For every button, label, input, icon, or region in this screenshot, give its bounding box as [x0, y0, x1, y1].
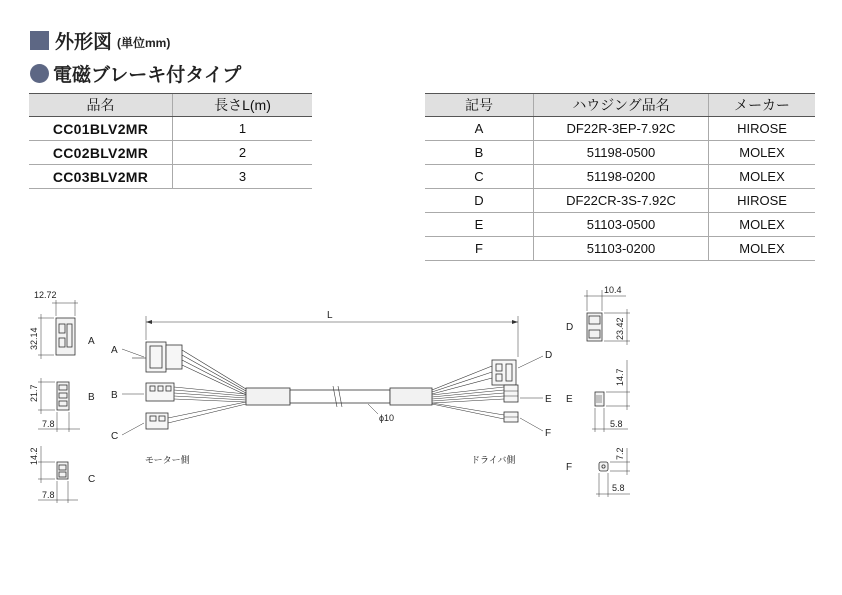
- column-header: メーカー: [709, 94, 816, 117]
- product-name-cell: CC01BLV2MR: [29, 117, 173, 141]
- housing-cell: 51198-0200: [534, 165, 709, 189]
- label-c: C: [111, 431, 119, 442]
- diameter-label: ϕ10: [379, 413, 395, 423]
- symbol-cell: F: [425, 237, 534, 261]
- cable-assembly: [122, 316, 543, 435]
- product-name-cell: CC02BLV2MR: [29, 141, 173, 165]
- dim-e-width: 5.8: [610, 419, 623, 429]
- table-row: [29, 117, 312, 141]
- column-header: ハウジング品名: [534, 94, 709, 117]
- length-cell: 2: [173, 141, 313, 165]
- maker-cell: MOLEX: [709, 213, 816, 237]
- housing-cell: DF22R-3EP-7.92C: [534, 117, 709, 141]
- circle-bullet-icon: [30, 64, 49, 83]
- dim-b-height: 21.7: [29, 384, 39, 402]
- dim-e-height: 14.7: [615, 368, 625, 386]
- table-row: [425, 237, 815, 261]
- dim-d-height: 23.42: [615, 317, 625, 340]
- table-row: [425, 189, 815, 213]
- section-title: 外形図: [55, 31, 113, 53]
- label-e-small: E: [566, 394, 573, 405]
- housing-cell: 51103-0500: [534, 213, 709, 237]
- label-f: F: [545, 428, 552, 439]
- cable-outline-drawing: [0, 270, 842, 520]
- label-d-small: D: [566, 322, 574, 333]
- label-c-small: C: [88, 474, 96, 485]
- dim-b-width: 7.8: [42, 419, 55, 429]
- unit-label: (単位mm): [117, 35, 171, 50]
- label-b: B: [111, 390, 118, 401]
- housing-cell: 51198-0500: [534, 141, 709, 165]
- table-row: [425, 117, 815, 141]
- column-header: 記号: [425, 94, 534, 117]
- symbol-cell: B: [425, 141, 534, 165]
- maker-cell: MOLEX: [709, 141, 816, 165]
- dim-c-height: 14.2: [29, 447, 39, 465]
- square-bullet-icon: [30, 31, 49, 50]
- length-cell: 3: [173, 165, 313, 189]
- length-label: L: [327, 310, 333, 321]
- table-row: [29, 165, 312, 189]
- maker-cell: MOLEX: [709, 165, 816, 189]
- housing-cell: DF22CR-3S-7.92C: [534, 189, 709, 213]
- dim-d-width: 10.4: [604, 285, 622, 295]
- table-row: [425, 165, 815, 189]
- dim-c-width: 7.8: [42, 490, 55, 500]
- symbol-cell: E: [425, 213, 534, 237]
- column-header: 品名: [29, 94, 173, 117]
- table-row: [29, 141, 312, 165]
- maker-cell: HIROSE: [709, 189, 816, 213]
- column-header: 長さL(m): [173, 94, 313, 117]
- label-a: A: [111, 345, 118, 356]
- dim-a-width: 12.72: [34, 290, 57, 300]
- section-header: [30, 29, 170, 51]
- dim-a-height: 32.14: [29, 327, 39, 350]
- symbol-cell: A: [425, 117, 534, 141]
- dim-f-width: 5.8: [612, 483, 625, 493]
- driver-side-label: ドライバ側: [471, 455, 516, 465]
- length-cell: 1: [173, 117, 313, 141]
- subsection-title: 電磁ブレーキ付タイプ: [53, 64, 242, 86]
- product-name-cell: CC03BLV2MR: [29, 165, 173, 189]
- maker-cell: MOLEX: [709, 237, 816, 261]
- connector-a-side-view: [38, 300, 78, 359]
- label-f-small: F: [566, 462, 573, 473]
- housing-cell: 51103-0200: [534, 237, 709, 261]
- motor-side-label: モーター側: [145, 455, 190, 465]
- dim-f-height: 7.2: [615, 447, 625, 460]
- product-table: [29, 93, 312, 189]
- table-row: [425, 213, 815, 237]
- maker-cell: HIROSE: [709, 117, 816, 141]
- table-row: [425, 141, 815, 165]
- label-b-small: B: [88, 392, 95, 403]
- label-d: D: [545, 350, 553, 361]
- symbol-cell: C: [425, 165, 534, 189]
- label-e: E: [545, 394, 552, 405]
- connector-table: [425, 93, 815, 261]
- subsection-header: [30, 61, 241, 85]
- label-a-small: A: [88, 336, 95, 347]
- symbol-cell: D: [425, 189, 534, 213]
